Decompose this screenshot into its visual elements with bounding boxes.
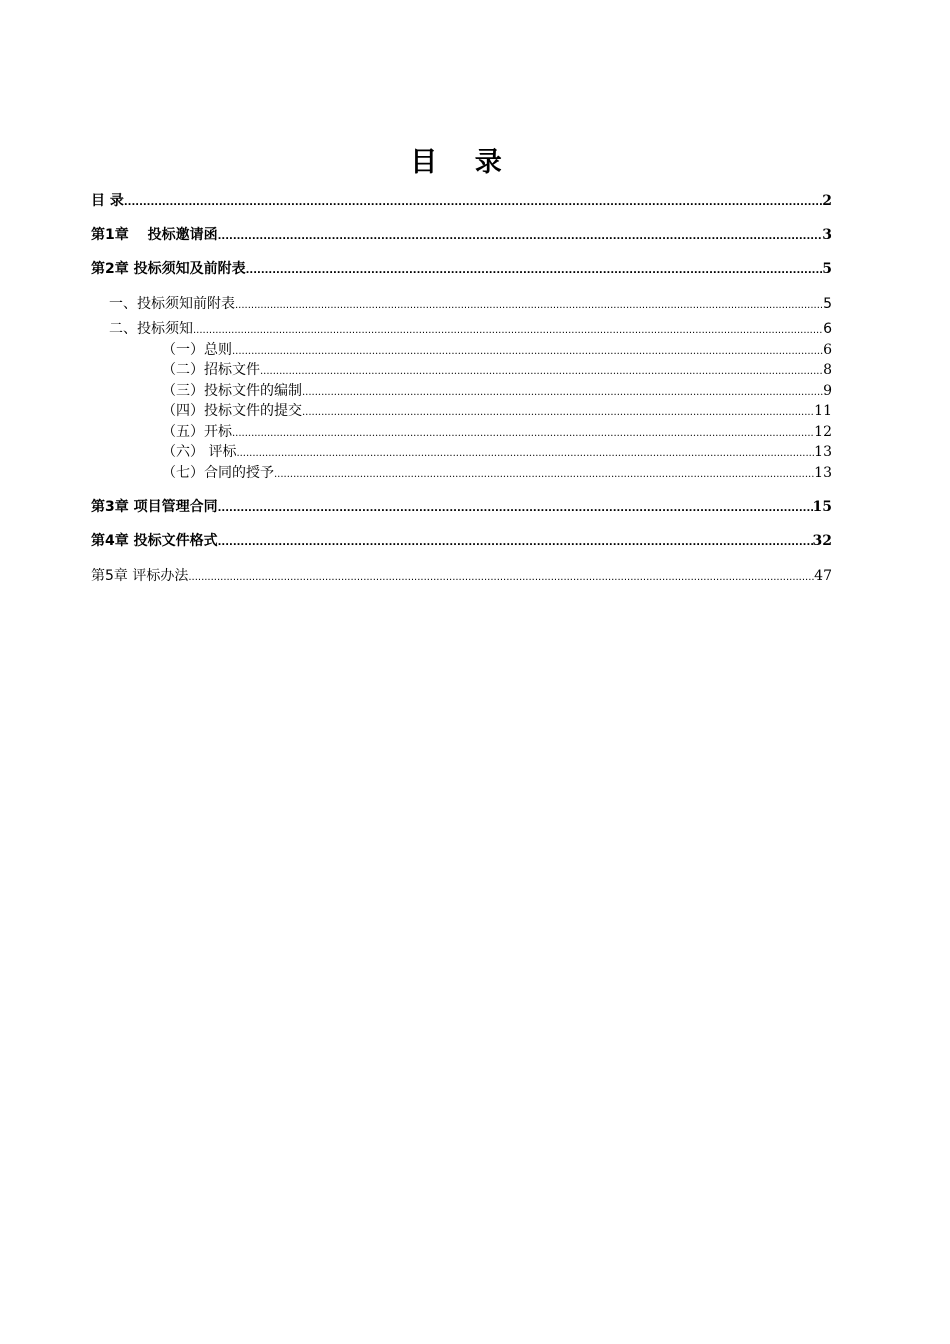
dot-leader [260,362,823,378]
toc-entry-subsection-4[interactable] [162,400,832,420]
toc-entry-label: 第5章 评标办法 [91,568,189,584]
dot-leader [232,424,814,440]
toc-title: 目 录 [410,147,516,178]
toc-entry-label: 目 录 [91,193,124,209]
dot-leader [232,342,823,358]
toc-entry-page: 3 [822,227,832,243]
toc-entry-label: （六） 评标 [162,444,237,460]
toc-entry-label: 第3章 项目管理合同 [91,499,218,515]
toc-entry-chapter-3[interactable] [91,496,832,516]
toc-entry-page: 5 [822,261,832,277]
dot-leader [274,465,814,481]
dot-leader [218,227,823,243]
toc-entry-section-2-1[interactable] [109,293,832,313]
toc-entry-page: 12 [814,424,832,440]
dot-leader [218,533,813,549]
toc-entry-contents[interactable] [91,190,832,210]
toc-entry-chapter-4[interactable] [91,530,832,550]
toc-entry-page: 6 [823,321,832,337]
toc-entry-page: 15 [812,499,832,515]
dot-leader [193,321,823,337]
toc-entry-label: （四）投标文件的提交 [162,403,302,419]
dot-leader [188,568,814,584]
toc-entry-label: （五）开标 [162,424,232,440]
toc-entry-label: （二）招标文件 [162,362,260,378]
toc-entry-label: 一、投标须知前附表 [109,296,235,312]
toc-entry-label: 第4章 投标文件格式 [91,533,218,549]
toc-entry-page: 47 [814,568,832,584]
toc-entry-label: 第1章 投标邀请函 [91,227,218,243]
toc-entry-page: 2 [822,193,832,209]
toc-entry-page: 9 [823,383,832,399]
toc-entry-subsection-2[interactable] [162,359,832,379]
toc-entry-section-2-2[interactable] [109,318,832,338]
toc-entry-subsection-6[interactable] [162,441,832,461]
toc-entry-chapter-1[interactable] [91,224,832,244]
toc-entry-chapter-5[interactable] [91,565,832,585]
toc-entry-subsection-7[interactable] [162,462,832,482]
toc-entry-page: 11 [814,403,832,419]
toc-entry-subsection-3[interactable] [162,380,832,400]
dot-leader [236,444,814,460]
toc-entry-page: 32 [812,533,832,549]
toc-entry-label: （三）投标文件的编制 [162,383,302,399]
dot-leader [235,296,823,312]
toc-entry-page: 6 [823,342,832,358]
dot-leader [124,193,822,209]
dot-leader [302,383,823,399]
dot-leader [218,499,813,515]
toc-entry-subsection-1[interactable] [162,339,832,359]
toc-entry-label: 二、投标须知 [109,321,193,337]
toc-entry-label: 第2章 投标须知及前附表 [91,261,246,277]
toc-entry-chapter-2[interactable] [91,258,832,278]
toc-entry-page: 8 [823,362,832,378]
toc-entry-page: 5 [823,296,832,312]
toc-entry-page: 13 [814,444,832,460]
dot-leader [246,261,823,277]
toc-entry-label: （一）总则 [162,342,232,358]
toc-entry-label: （七）合同的授予 [162,465,274,481]
dot-leader [302,403,814,419]
toc-entry-subsection-5[interactable] [162,421,832,441]
toc-entry-page: 13 [814,465,832,481]
